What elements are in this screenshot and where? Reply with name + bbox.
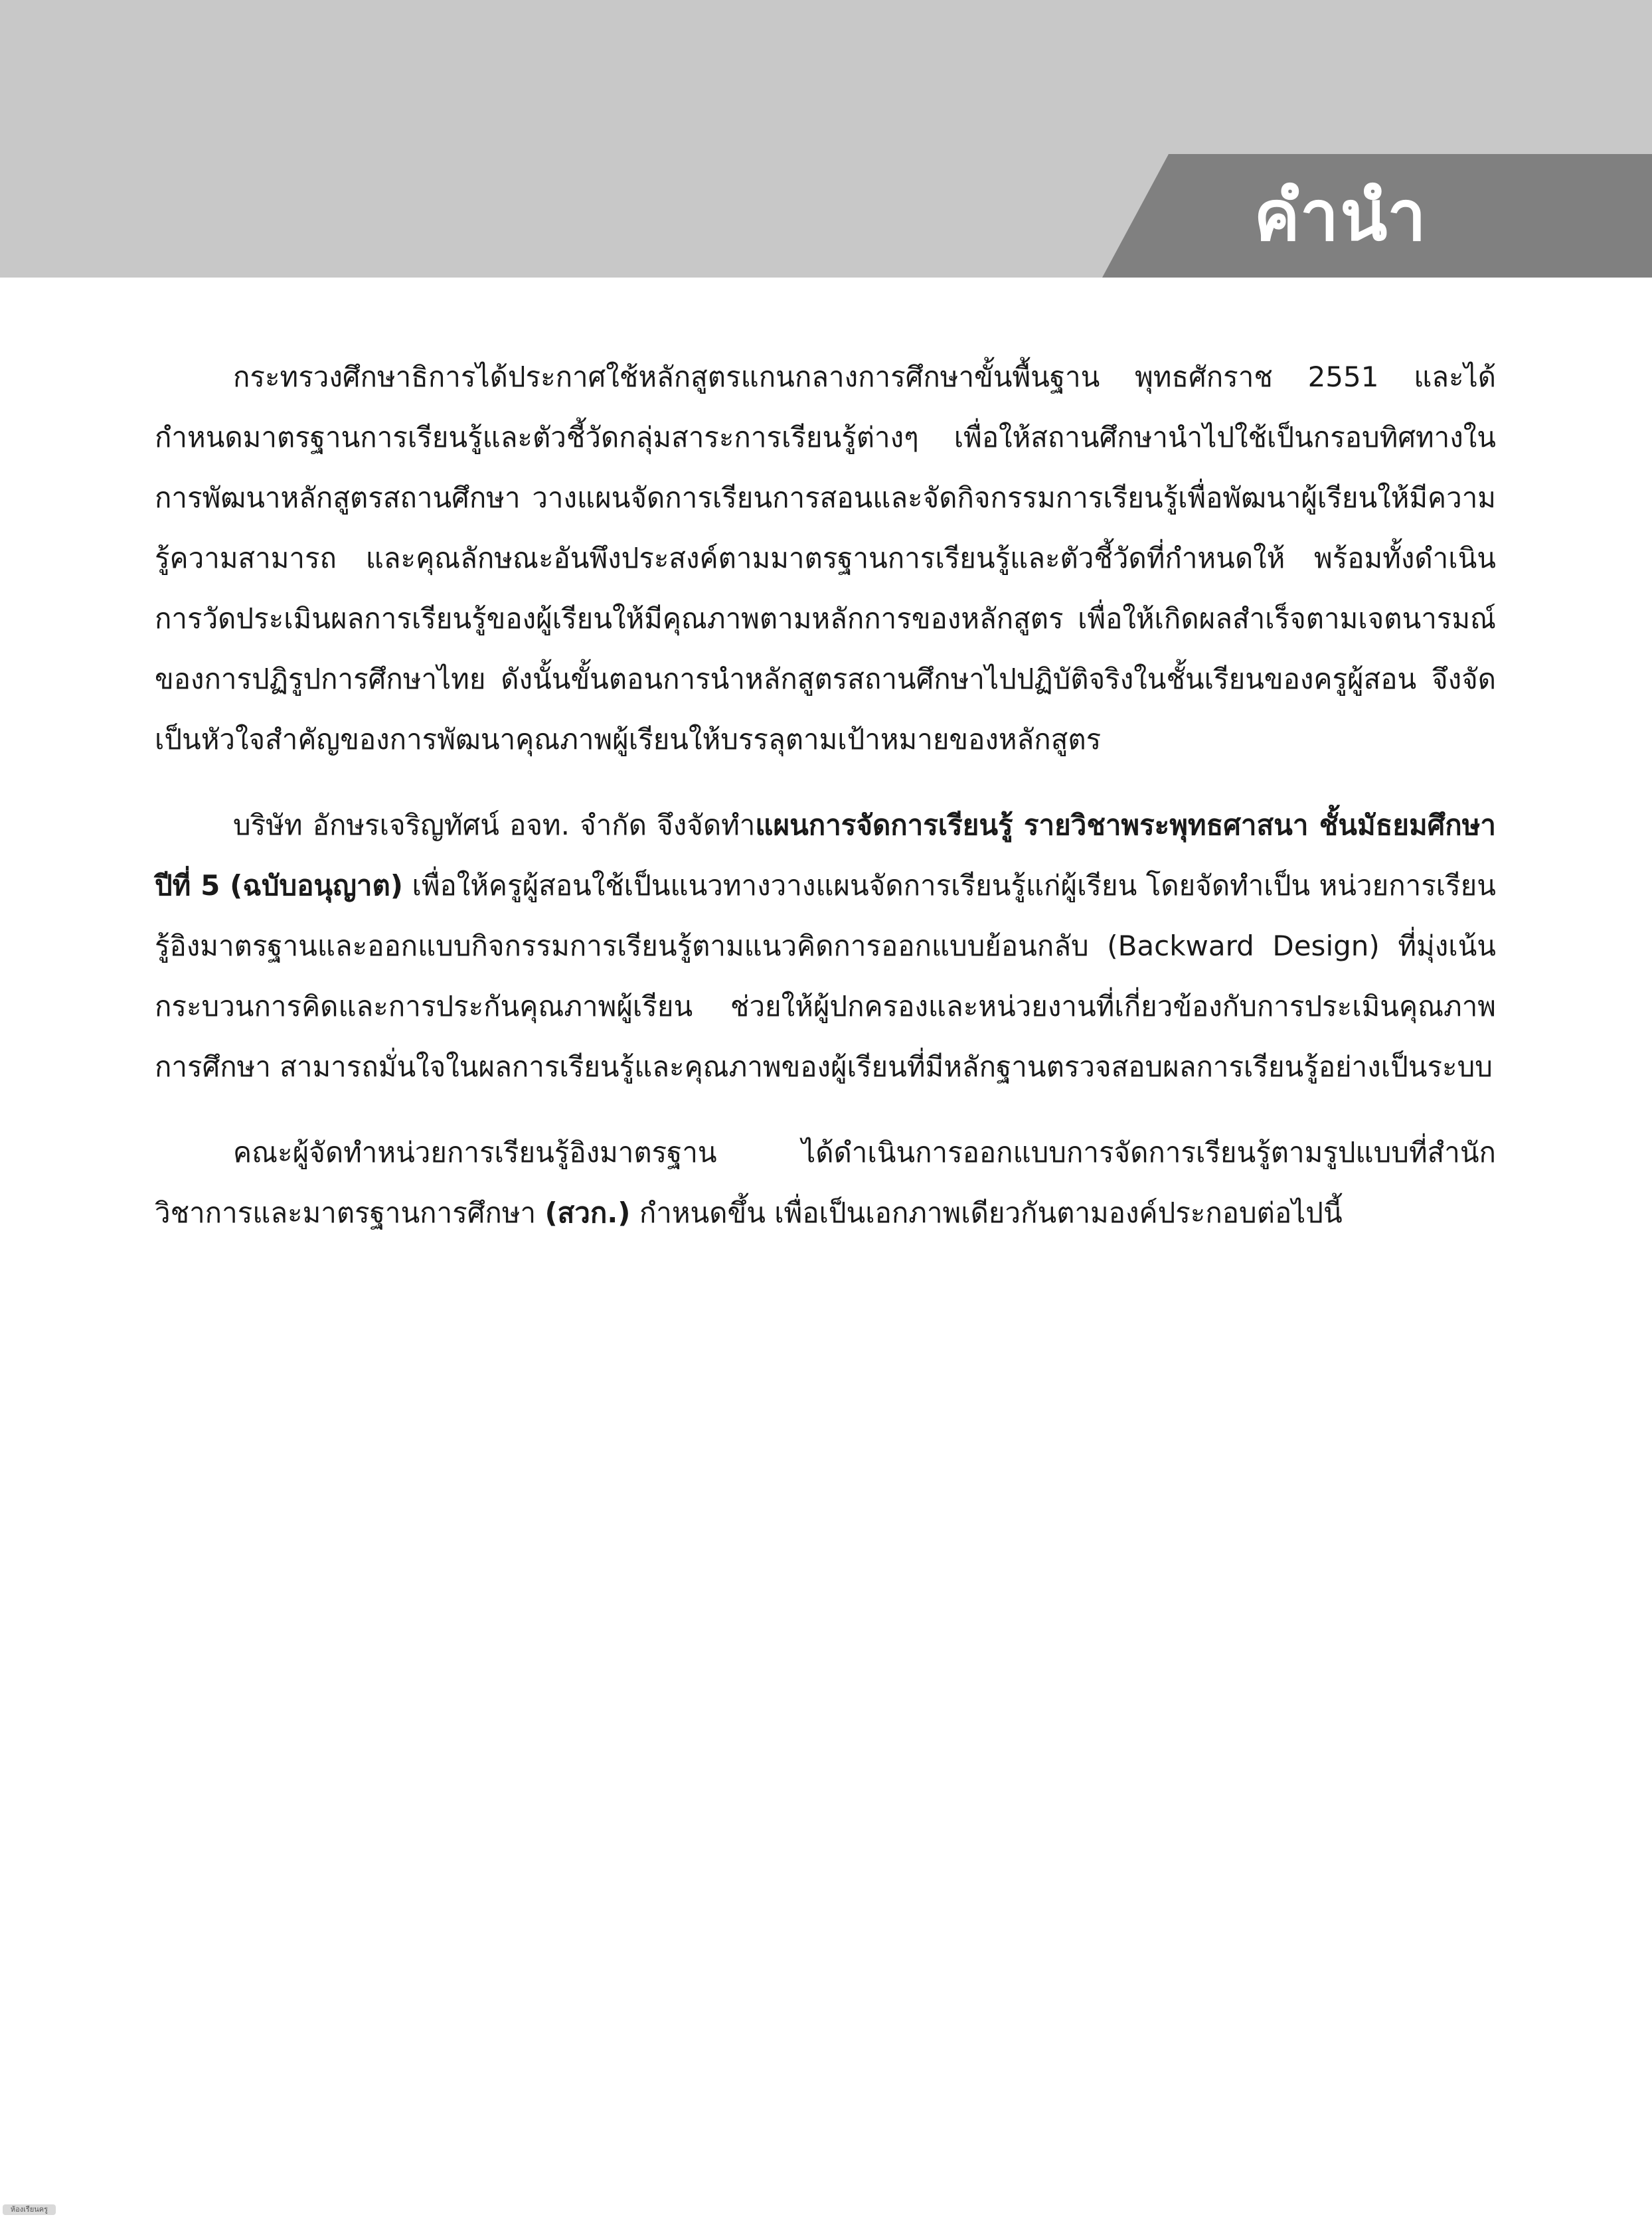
paragraph-2 xyxy=(155,795,1496,1097)
paragraph-2-lead: บริษัท อักษรเจริญทัศน์ อจท. จำกัด จึงจัดทำ xyxy=(233,809,756,841)
paragraph-3-rest: กำหนดขึ้น เพื่อเป็นเอกภาพเดียวกันตามองค์ประกอบต่อไปนี้ xyxy=(630,1196,1343,1229)
watermark-logo: ห้องเรียนครู xyxy=(3,2204,56,2215)
preface-body xyxy=(155,347,1496,1243)
paragraph-3-lead: คณะผู้จัดทำหน่วยการเรียนรู้อิงมาตรฐาน ได้ดำเนินการออกแบบการจัดการเรียนรู้ตามรูปแบบที่สำนักวิชาการและมาตรฐานการศึกษา xyxy=(155,1136,1496,1229)
paragraph-2-rest: เพื่อให้ครูผู้สอนใช้เป็นแนวทางวางแผนจัดการเรียนรู้แก่ผู้เรียน โดยจัดทำเป็น หน่วยการเรียนรู้อิงมาตรฐานและออกแบบกิจกรรมการเรียนรู้ตามแนวคิดการออกแบบย้อนกลับ (Backward Design) ที่มุ่งเน้นกระบวนการคิดและการประกันคุณภาพผู้เรียน ช่วยให้ผู้ปกครองและหน่วยงานที่เกี่ยวข้องกับการประเมินคุณภาพการศึกษา สามารถมั่นใจในผลการเรียนรู้และคุณภาพของผู้เรียนที่มีหลักฐานตรวจสอบผลการเรียนรู้อย่างเป็นระบบ xyxy=(155,869,1496,1083)
paragraph-1: กระทรวงศึกษาธิการได้ประกาศใช้หลักสูตรแกนกลางการศึกษาขั้นพื้นฐาน พุทธศักราช 2551 และได้กำหนดมาตรฐานการเรียนรู้และตัวชี้วัดกลุ่มสาระการเรียนรู้ต่างๆ เพื่อให้สถานศึกษานำไปใช้เป็นกรอบทิศทางในการพัฒนาหลักสูตรสถานศึกษา วางแผนจัดการเรียนการสอนและจัดกิจกรรมการเรียนรู้เพื่อพัฒนาผู้เรียนให้มีความรู้ความสามารถ และคุณลักษณะอันพึงประสงค์ตามมาตรฐานการเรียนรู้และตัวชี้วัดที่กำหนดให้ พร้อมทั้งดำเนินการวัดประเมินผลการเรียนรู้ของผู้เรียนให้มีคุณภาพตามหลักการของหลักสูตร เพื่อให้เกิดผลสำเร็จตามเจตนารมณ์ของการปฏิรูปการศึกษาไทย ดังนั้นขั้นตอนการนำหลักสูตรสถานศึกษาไปปฏิบัติจริงในชั้นเรียนของครูผู้สอน จึงจัดเป็นหัวใจสำคัญของการพัฒนาคุณภาพผู้เรียนให้บรรลุตามเป้าหมายของหลักสูตร xyxy=(155,361,1496,756)
paragraph-3 xyxy=(155,1122,1496,1243)
paragraph-2-bold-title: แผนการจัดการเรียนรู้ รายวิชาพระพุทธศาสนา ชั้นมัธยมศึกษาปีที่ 5 (ฉบับอนุญาต) xyxy=(155,809,1496,902)
paragraph-3-bold-abbrev: (สวก.) xyxy=(544,1196,631,1229)
page-title: คำนำ xyxy=(1254,175,1428,256)
